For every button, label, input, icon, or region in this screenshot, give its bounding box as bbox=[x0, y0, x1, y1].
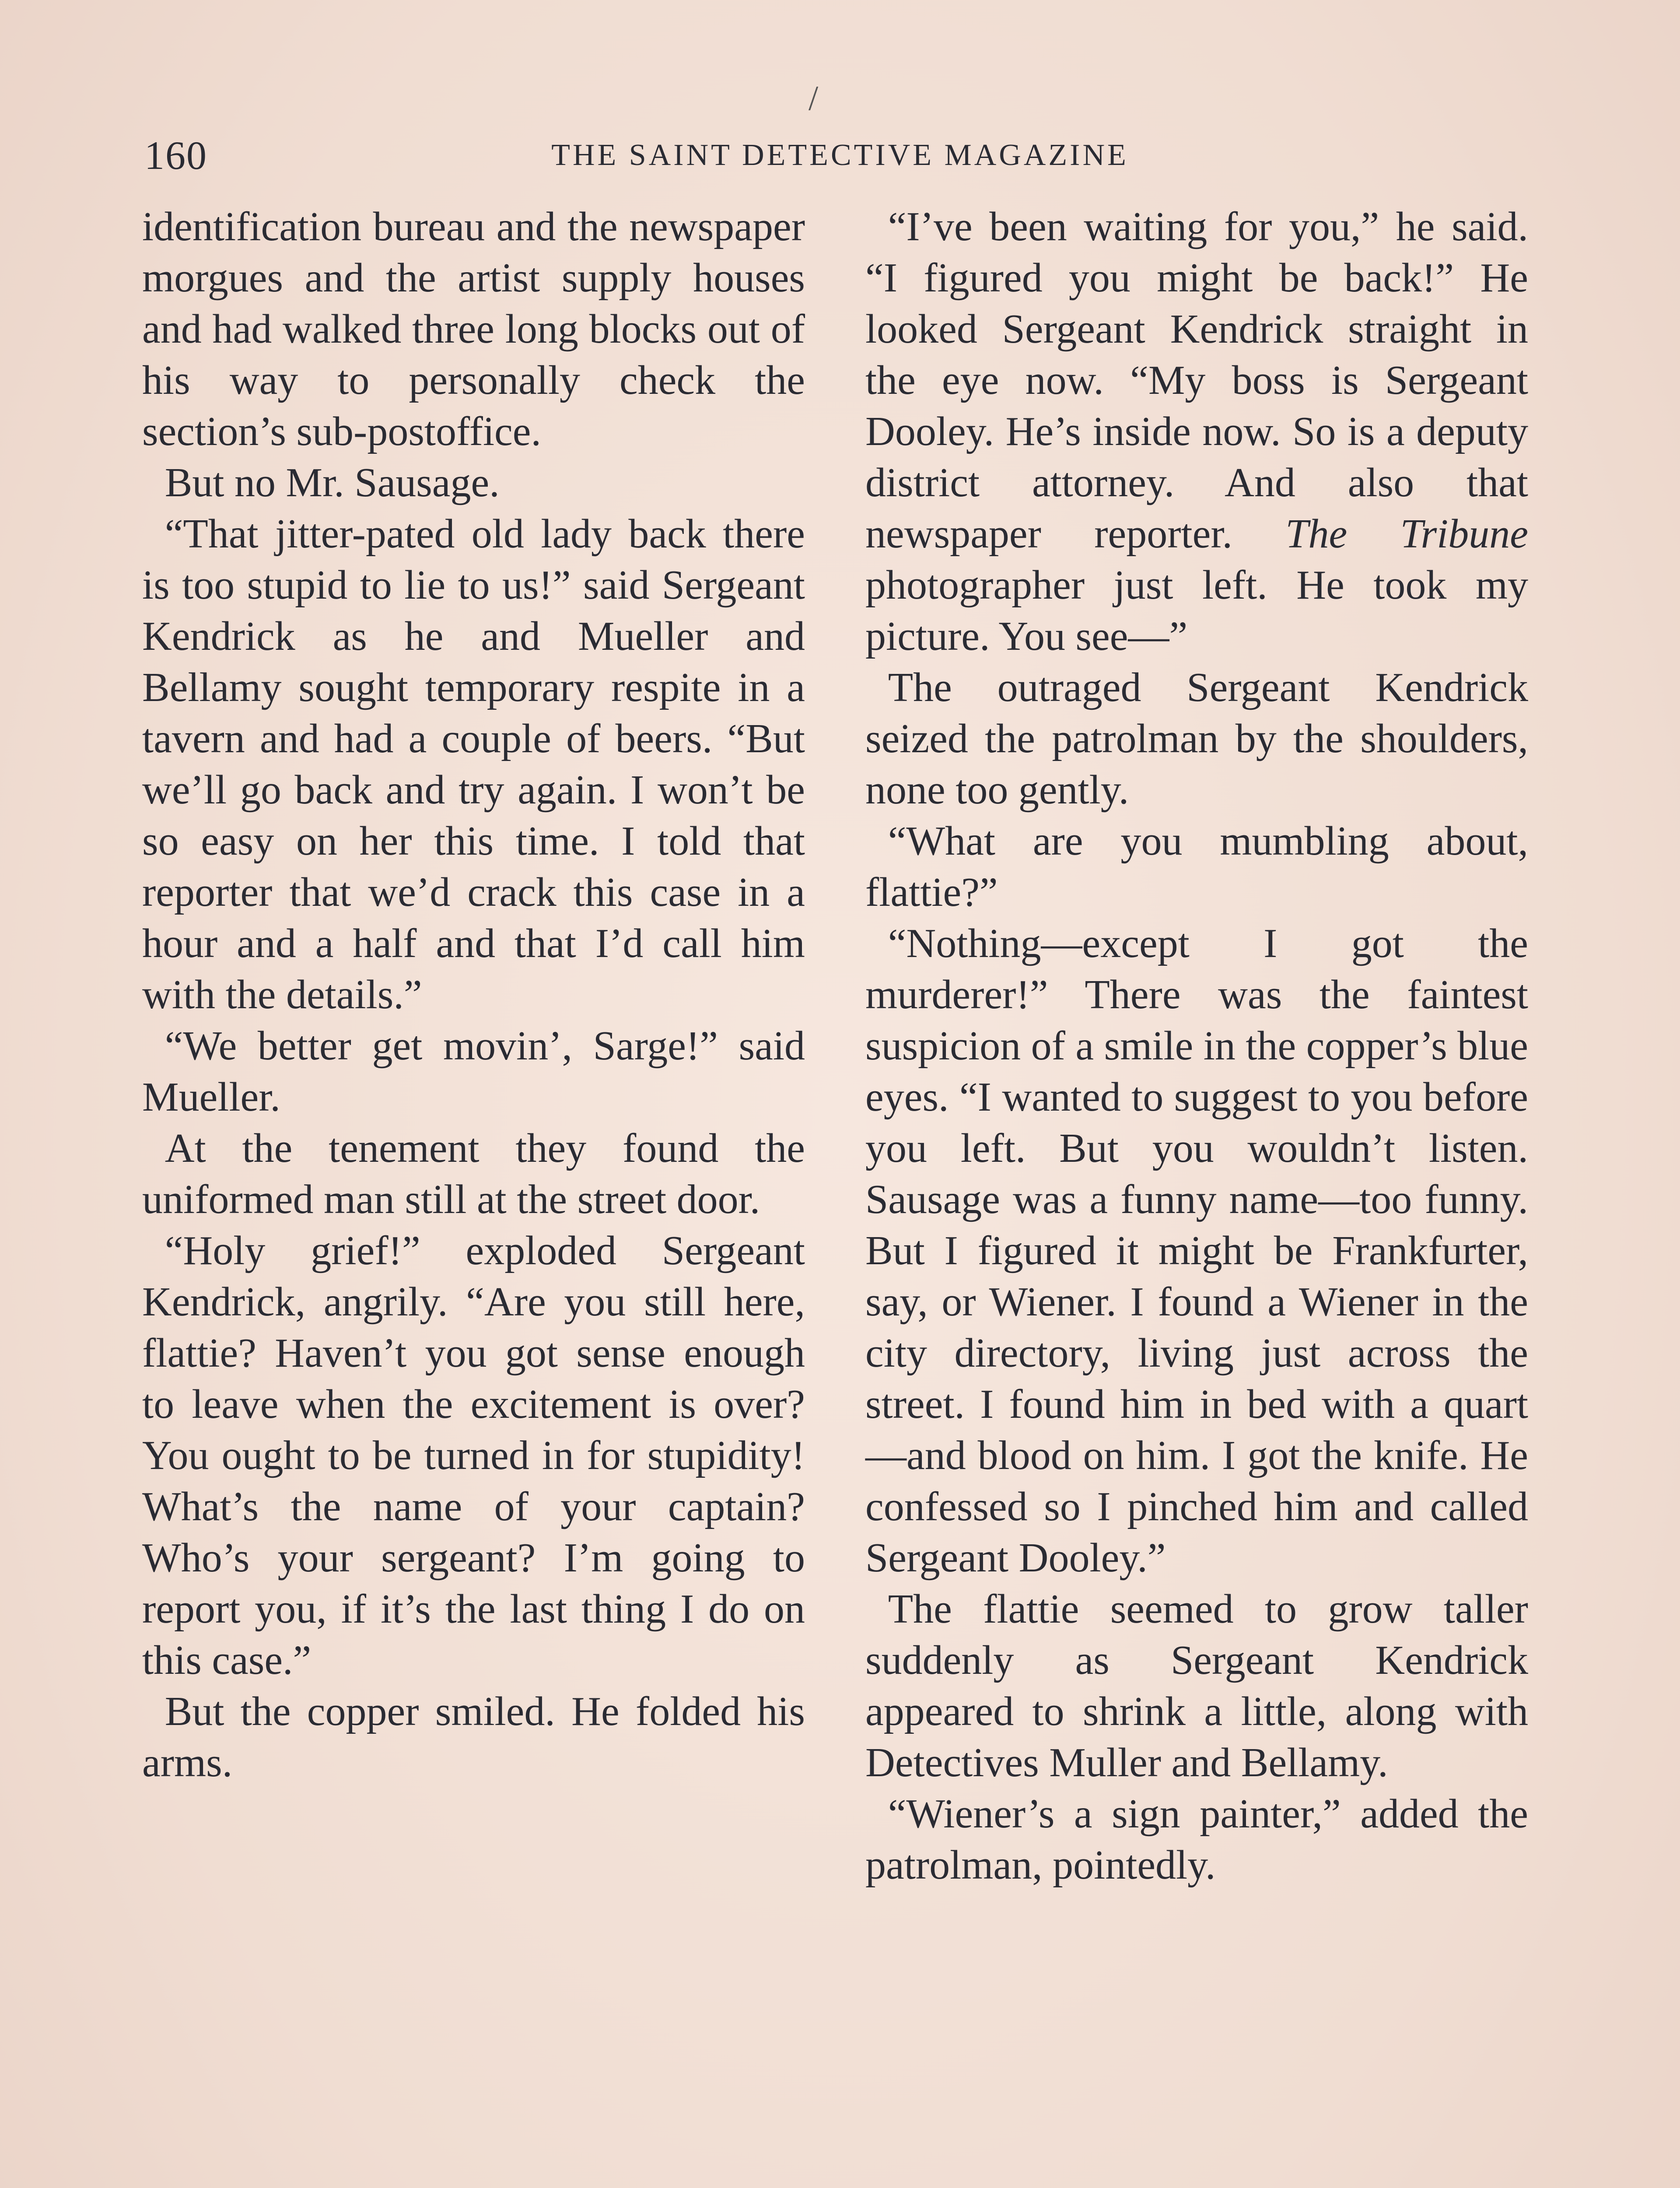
right-paragraph-1 bbox=[865, 201, 1528, 662]
magazine-title: THE SAINT DETECTIVE MAGAZINE bbox=[551, 138, 1129, 172]
left-paragraph-6: “Holy grief!” exploded Sergeant Kendrick, angrily. “Are you still here, flattie? Haven’t you got sense enough to leave when the excitement is over? You ought to be turned in for stupidity! What’s the name of your captain? Who’s your sergeant? I’m going to report you, if it’s the last thing I do on this case.” bbox=[142, 1228, 805, 1683]
right-paragraph-2: The outraged Sergeant Kendrick seized the patrolman by the shoulders, none too gently. bbox=[865, 665, 1528, 813]
right-paragraph-1-part-b: photographer just left. He took my picture. You see—” bbox=[865, 562, 1528, 659]
right-column bbox=[865, 201, 1528, 1891]
right-paragraph-3: “What are you mumbling about, flattie?” bbox=[865, 818, 1528, 915]
left-paragraph-1: identification bureau and the newspaper morgues and the artist supply houses and had walked three long blocks out of his way to personally check the section’s sub-postoffice. bbox=[142, 204, 805, 454]
left-paragraph-7: But the copper smiled. He folded his arms. bbox=[142, 1689, 805, 1785]
right-paragraph-4: “Nothing—except I got the murderer!” There was the faintest suspicion of a smile in the copper’s blue eyes. “I wanted to suggest to you before you left. But you wouldn’t listen. Sausage was a funny name—too funny. But I figured it might be Frankfurter, say, or Wiener. I found a Wiener in the city directory, living just across the street. I found him in bed with a quart—and blood on him. I got the knife. He confessed so I pinched him and called Sergeant Dooley.” bbox=[865, 921, 1529, 1581]
page-number: 160 bbox=[144, 133, 207, 178]
stray-mark: / bbox=[808, 79, 819, 118]
left-paragraph-2: But no Mr. Sausage. bbox=[164, 460, 500, 505]
right-paragraph-1-part-a: “I’ve been waiting for you,” he said. “I figured you might be back!” He looked Sergeant Kendrick straight in the eye now. “My boss is Sergeant Dooley. He’s inside now. So is a deputy district attorney. And also that newspaper reporter. bbox=[865, 204, 1528, 557]
left-column bbox=[142, 201, 805, 1788]
page-header bbox=[144, 127, 1536, 184]
left-paragraph-5: At the tenement they found the uniformed man still at the street door. bbox=[142, 1126, 805, 1222]
newspaper-name: The Tribune bbox=[1285, 511, 1529, 557]
right-paragraph-6: “Wiener’s a sign painter,” added the patrolman, pointedly. bbox=[865, 1791, 1528, 1888]
left-paragraph-4: “We better get movin’, Sarge!” said Mueller. bbox=[142, 1023, 805, 1120]
right-paragraph-5: The flattie seemed to grow taller suddenly as Sergeant Kendrick appeared to shrink a little, along with Detectives Muller and Bellamy. bbox=[865, 1586, 1528, 1785]
left-paragraph-3: “That jitter-pated old lady back there is too stupid to lie to us!” said Sergeant Kendrick as he and Mueller and Bellamy sought temporary respite in a tavern and had a couple of beers. “But we’ll go back and try again. I won’t be so easy on her this time. I told that reporter that we’d crack this case in a hour and a half and that I’d call him with the details.” bbox=[142, 511, 805, 1017]
